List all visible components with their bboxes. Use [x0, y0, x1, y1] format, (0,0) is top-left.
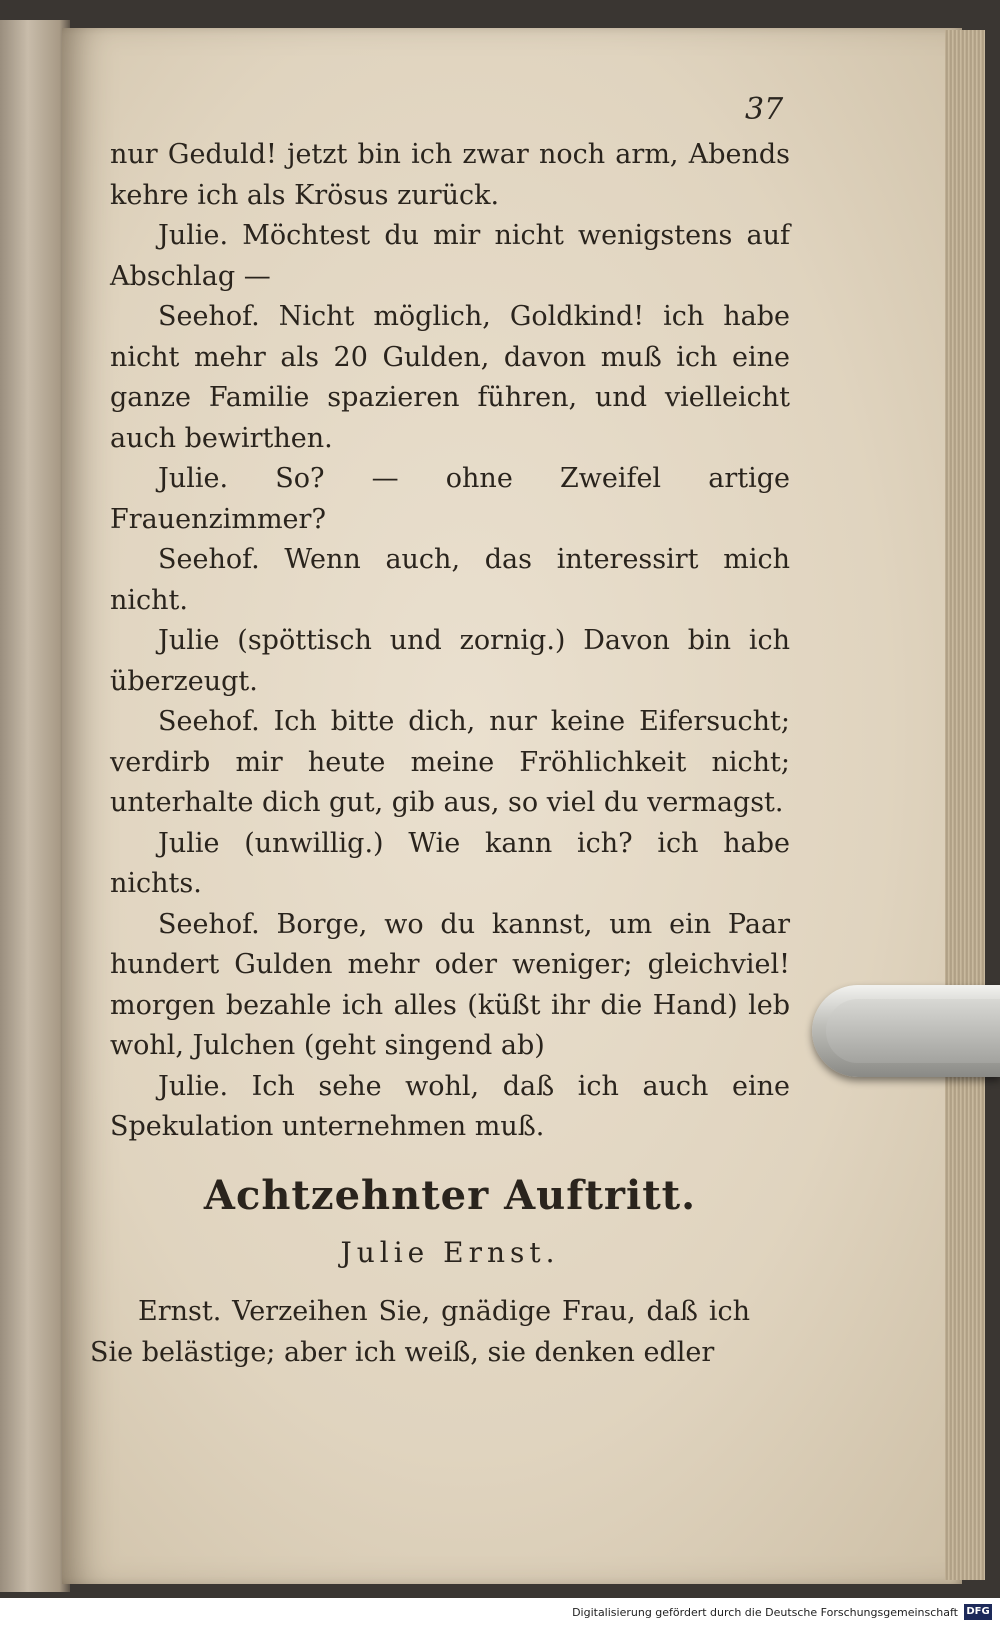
scene-heading: Achtzehnter Auftritt. [203, 1172, 697, 1219]
paragraph: Julie (spöttisch und zornig.) Davon bin ich überzeugt. [110, 625, 790, 697]
cast-list: Julie Ernst. [340, 1236, 560, 1269]
paragraph: Ernst. Verzeihen Sie, gnädige Frau, daß ich Sie belästige; aber ich weiß, sie denken edler [90, 1296, 750, 1368]
footer-bar [0, 1598, 1000, 1628]
paragraph: Julie (unwillig.) Wie kann ich? ich habe nichts. [110, 827, 790, 899]
body-text-continued [90, 1292, 750, 1373]
page-clip-inner [826, 999, 1000, 1063]
paragraph: Seehof. Nicht möglich, Goldkind! ich habe nicht mehr als 20 Gulden, davon muß ich eine ganze Familie spazieren führen, und vielleicht auch bewirthen. [110, 301, 790, 454]
paragraph: Julie. So? — ohne Zweifel artige Frauenzimmer? [110, 463, 790, 535]
footer-credit: Digitalisierung gefördert durch die Deutsche Forschungsgemeinschaft [572, 1606, 958, 1619]
paragraph: Julie. Möchtest du mir nicht wenigstens auf Abschlag — [110, 220, 790, 292]
paragraph: Seehof. Ich bitte dich, nur keine Eifersucht; verdirb mir heute meine Fröhlichkeit nicht; unterhalte dich gut, gib aus, so viel du vermagst. [110, 706, 790, 818]
paragraph: nur Geduld! jetzt bin ich zwar noch arm, Abends kehre ich als Krösus zurück. [110, 139, 790, 211]
dfg-logo-icon: DFG [964, 1604, 992, 1620]
body-text [110, 135, 790, 1148]
paragraph: Seehof. Borge, wo du kannst, um ein Paar hundert Gulden mehr oder weniger; gleichviel! morgen bezahle ich alles (küßt ihr die Hand) leb wohl, Julchen (geht singend ab) [110, 908, 790, 1061]
paragraph: Julie. Ich sehe wohl, daß ich auch eine Spekulation unternehmen muß. [110, 1070, 790, 1142]
page-edges [945, 30, 985, 1580]
paragraph: Seehof. Wenn auch, das interessirt mich nicht. [110, 544, 790, 616]
page-number: 37 [745, 92, 784, 127]
left-page-edge [0, 20, 70, 1592]
page-clip [812, 985, 1000, 1077]
